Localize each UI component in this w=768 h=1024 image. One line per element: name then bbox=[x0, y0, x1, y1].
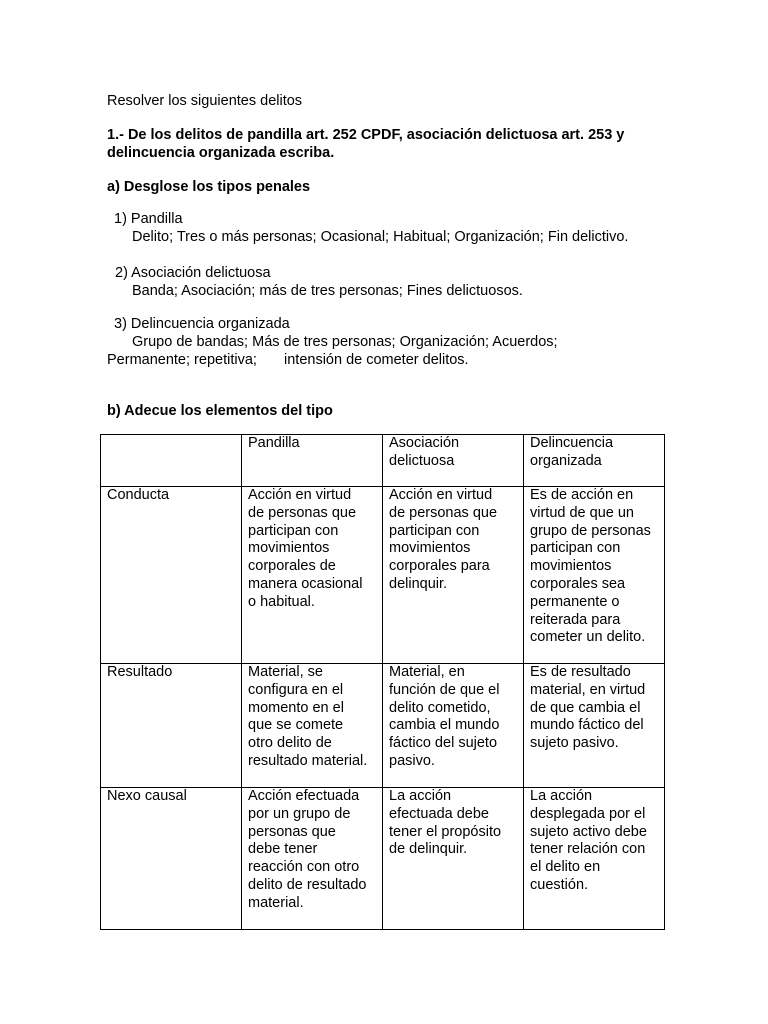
item-2-title: 2) Asociación delictuosa bbox=[115, 265, 271, 281]
elements-table bbox=[100, 434, 665, 930]
table-cell: Acción efectuada por un grupo de personas que debe tener reacción con otro delito de resultado material. bbox=[242, 788, 383, 930]
row-label: Conducta bbox=[101, 487, 242, 664]
header-cell-asociacion: Asociación delictuosa bbox=[383, 435, 524, 487]
row-label: Resultado bbox=[101, 664, 242, 788]
item-1-title: 1) Pandilla bbox=[114, 211, 183, 227]
section-b-heading: b) Adecue los elementos del tipo bbox=[107, 403, 333, 419]
table-cell: Material, se configura en el momento en el que se comete otro delito de resultado material. bbox=[242, 664, 383, 788]
header-cell-pandilla: Pandilla bbox=[242, 435, 383, 487]
item-1-detail: Delito; Tres o más personas; Ocasional; Habitual; Organización; Fin delictivo. bbox=[132, 229, 629, 245]
table-row bbox=[101, 487, 665, 664]
question-line-1: 1.- De los delitos de pandilla art. 252 CPDF, asociación delictuosa art. 253 y bbox=[107, 127, 625, 143]
question-line-2: delincuencia organizada escriba. bbox=[107, 145, 335, 161]
table-cell: La acción efectuada debe tener el propósito de delinquir. bbox=[383, 788, 524, 930]
table-row bbox=[101, 664, 665, 788]
table-cell: Acción en virtud de personas que participan con movimientos corporales de manera ocasional o habitual. bbox=[242, 487, 383, 664]
header-cell-delincuencia: Delincuencia organizada bbox=[524, 435, 665, 487]
table-cell: Material, en función de que el delito cometido, cambia el mundo fáctico del sujeto pasivo. bbox=[383, 664, 524, 788]
section-a-heading: a) Desglose los tipos penales bbox=[107, 179, 311, 195]
item-3-title: 3) Delincuencia organizada bbox=[114, 316, 290, 332]
item-3-detail-2b: intensión de cometer delitos. bbox=[284, 352, 469, 368]
header-cell-empty bbox=[101, 435, 242, 487]
table-cell: Es de acción en virtud de que un grupo de personas participan con movimientos corporales sea permanente o reiterada para cometer un delito. bbox=[524, 487, 665, 664]
table-header-row bbox=[101, 435, 665, 487]
item-3-detail: Grupo de bandas; Más de tres personas; Organización; Acuerdos; bbox=[132, 334, 558, 350]
row-label: Nexo causal bbox=[101, 788, 242, 930]
table-cell: La acción desplegada por el sujeto activo debe tener relación con el delito en cuestión. bbox=[524, 788, 665, 930]
item-2-detail: Banda; Asociación; más de tres personas; Fines delictuosos. bbox=[132, 283, 523, 299]
intro-text: Resolver los siguientes delitos bbox=[107, 93, 303, 109]
table-cell: Acción en virtud de personas que participan con movimientos corporales para delinquir. bbox=[383, 487, 524, 664]
table-row bbox=[101, 788, 665, 930]
item-3-detail-2a: Permanente; repetitiva; bbox=[107, 352, 257, 368]
table-cell: Es de resultado material, en virtud de que cambia el mundo fáctico del sujeto pasivo. bbox=[524, 664, 665, 788]
